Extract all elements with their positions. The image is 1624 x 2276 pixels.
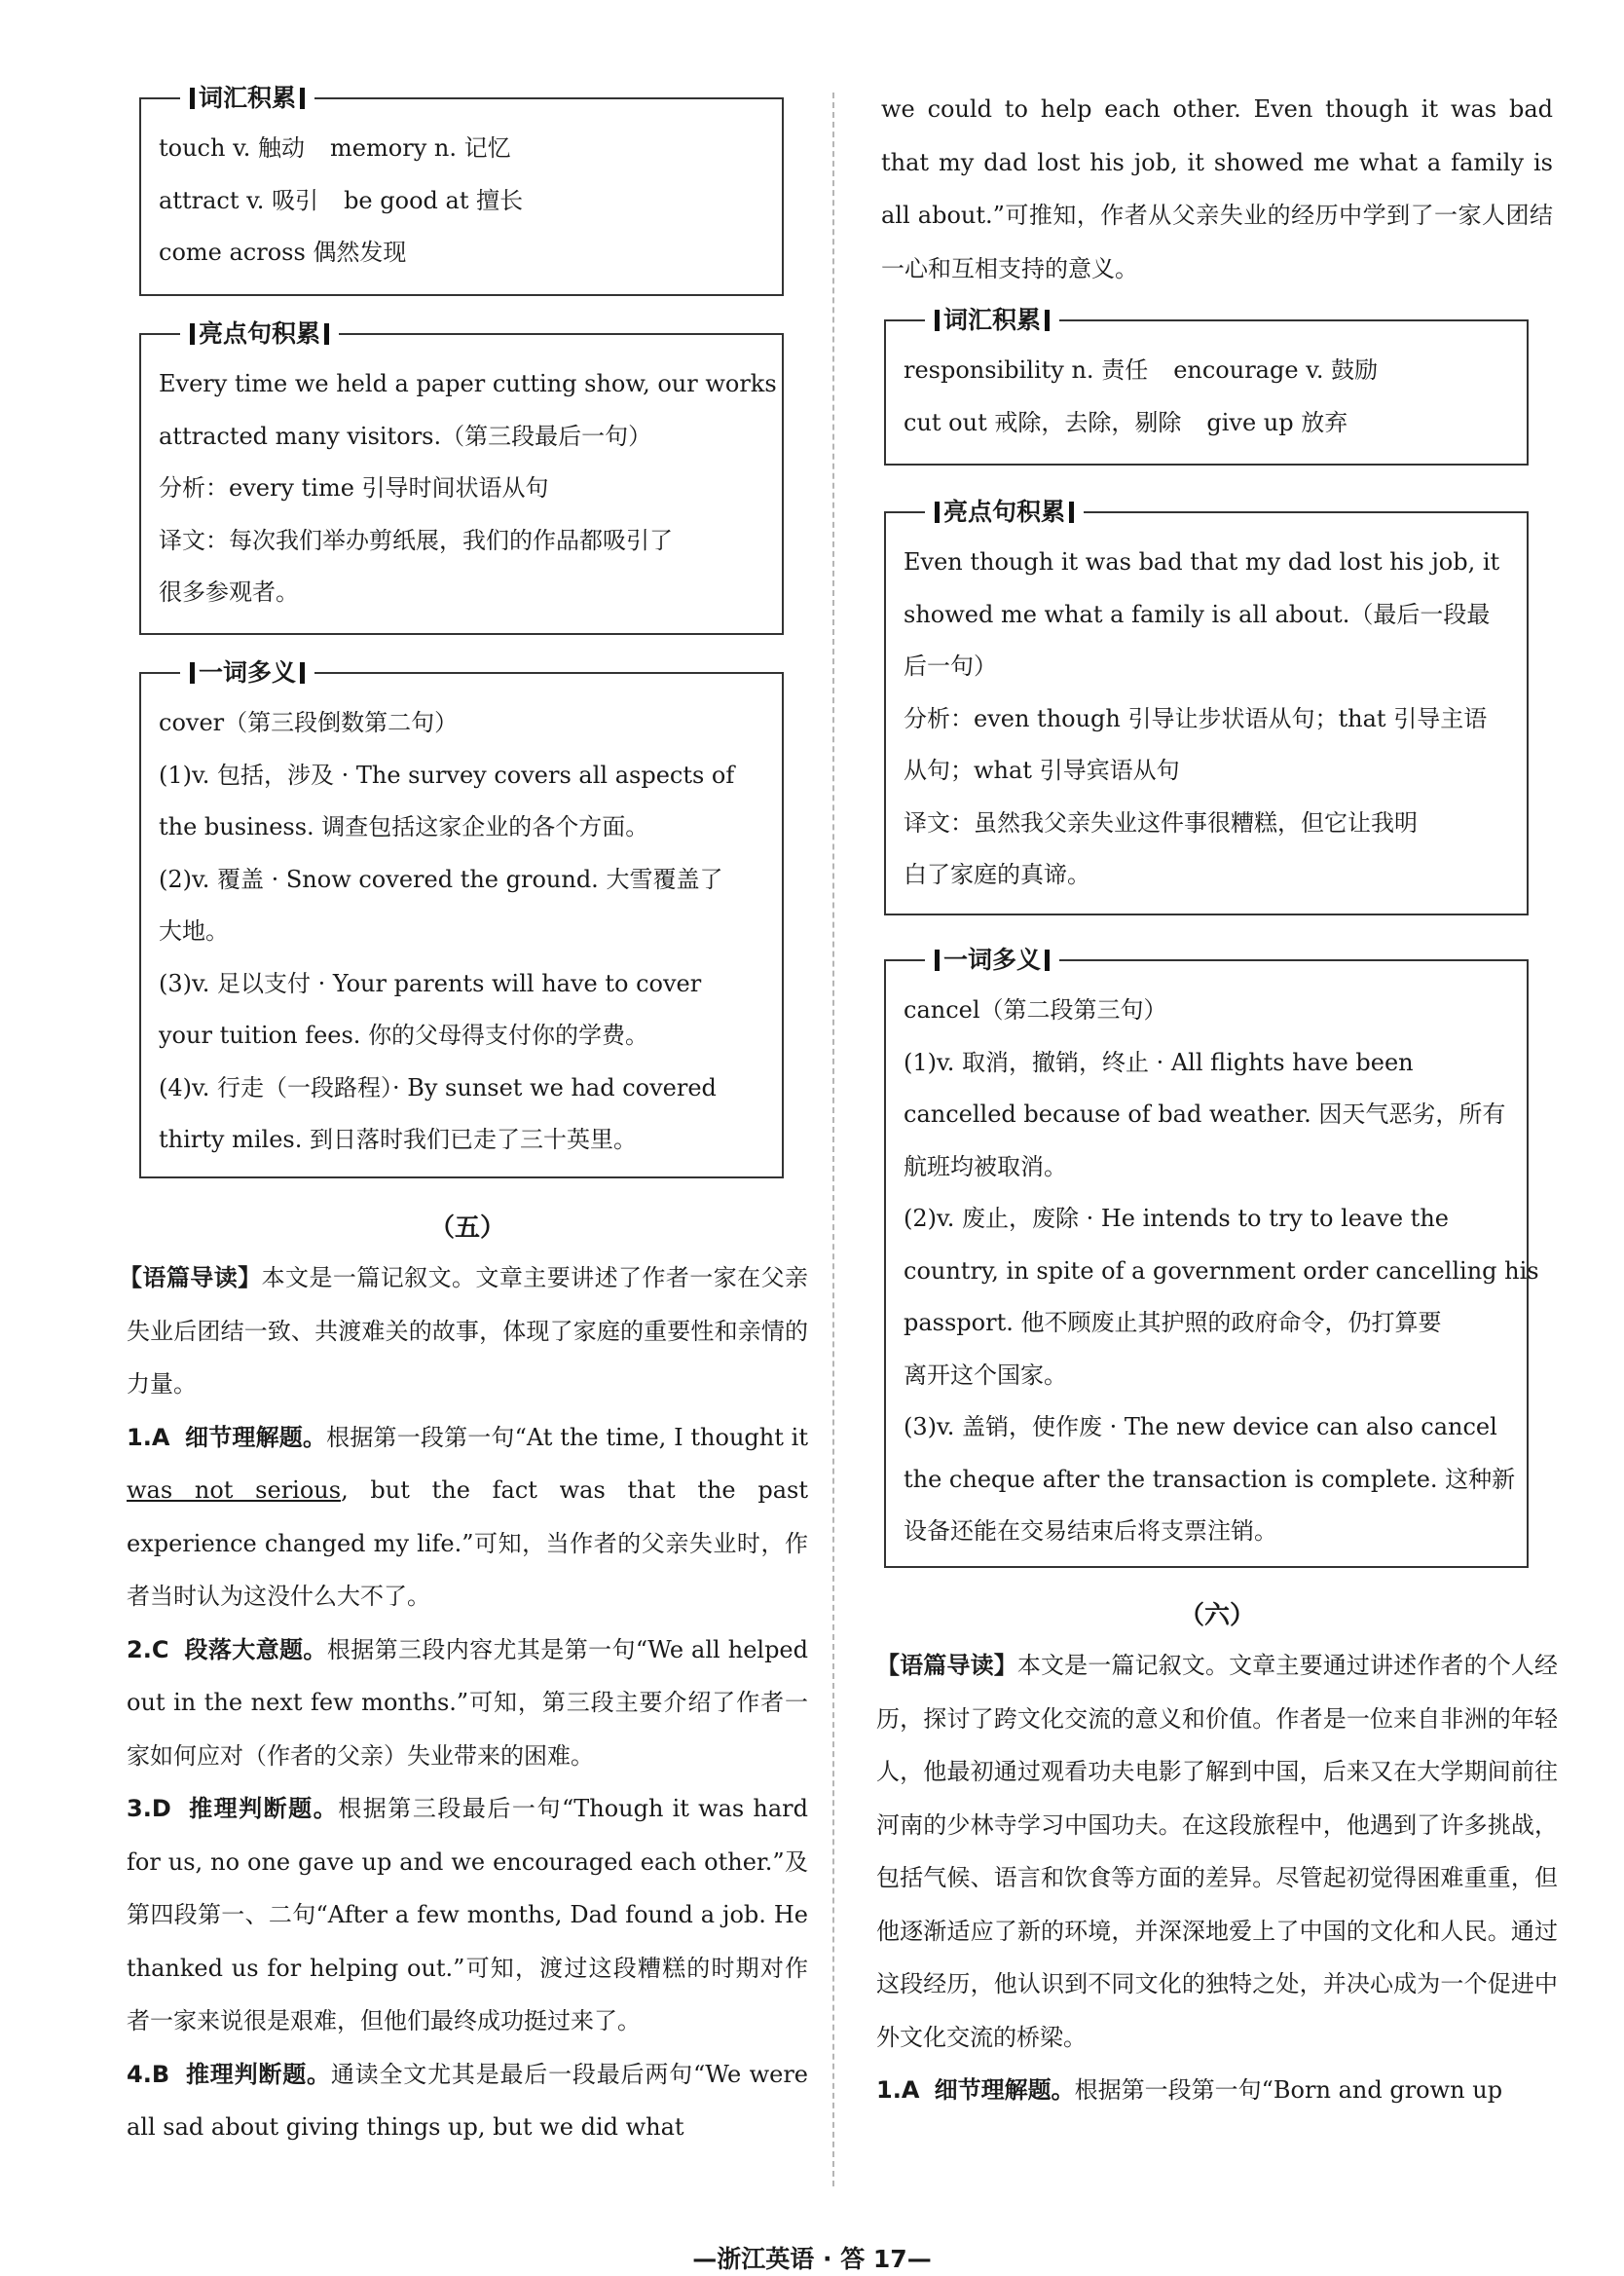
polysemy-line: your tuition fees. 你的父母得支付你的学费。: [159, 1022, 649, 1049]
polysemy-box-1: [139, 658, 784, 1178]
highlight-line: 译文：每次我们举办剪纸展，我们的作品都吸引了: [159, 526, 673, 554]
answer-number: 2.C: [127, 1635, 169, 1663]
polysemy-line: the cheque after the transaction is complete. 这种新: [904, 1465, 1516, 1493]
guide-text: 本文是一篇记叙文。文章主要通过讲述作者的个人经历，探讨了跨文化交流的意义和价值。作者是一位来自非洲的年轻人，他最初通过观看功夫电影了解到中国，后来又在大学期间前往河南的少林寺学习中国功夫。在这段旅程中，他遇到了许多挑战，包括气候、语言和饮食等方面的差异。尽管起初觉得困难重重，但他逐渐适应了新的环境，并深深地爱上了中国的文化和人民。通过这段经历，他认识到不同文化的独特之处，并决心成为一个促进中外文化交流的桥梁。: [876, 1652, 1559, 2051]
highlight-line: attracted many visitors.（第三段最后一句）: [159, 422, 652, 450]
polysemy-line: (1)v. 包括，涉及 · The survey covers all aspects of: [159, 761, 735, 789]
section-5-body: [119, 1251, 809, 2154]
polysemy-line: thirty miles. 到日落时我们已走了三十英里。: [159, 1126, 637, 1153]
answer-text: 根据第一段第一句“Born and grown up: [1074, 2076, 1503, 2104]
vocab-box-1: [139, 84, 784, 296]
page-footer: —浙江英语 · 答 17—: [692, 2245, 932, 2273]
section-6-body: [876, 1639, 1558, 2117]
answer-number: 1.A: [127, 1423, 170, 1451]
polysemy-box-2: [884, 946, 1539, 1568]
polysemy-line: (1)v. 取消，撤销，终止 · All flights have been: [904, 1048, 1414, 1076]
vocab-entry: encourage v. 鼓励: [1173, 356, 1379, 384]
answer-number: 1.A: [876, 2076, 920, 2104]
polysemy-line: passport. 他不顾废止其护照的政府命令，仍打算要: [904, 1309, 1442, 1336]
highlight-line: 分析：every time 引导时间状语从句: [159, 474, 549, 502]
polysemy-line: (2)v. 覆盖 · Snow covered the ground. 大雪覆盖了: [159, 865, 723, 893]
polysemy-line: (3)v. 盖销，使作废 · The new device can also cancel: [904, 1413, 1497, 1440]
polysemy-box-2-title: 一词多义: [925, 945, 1059, 976]
answer-text: 通读全文尤其是最后一段最后两句“We were all sad about giving things up, but we did what: [127, 2060, 809, 2141]
polysemy-line: (4)v. 行走（一段路程）· By sunset we had covered: [159, 1073, 717, 1101]
answer-text: 根据第三段内容尤其是第一句“We all helped out in the next few months.”可知，第三段主要介绍了作者一家如何应对（作者的父亲）失业带来的困难。: [127, 1635, 808, 1770]
vocab-line: [159, 123, 764, 175]
guide-paragraph: [119, 1251, 809, 1411]
polysemy-line: 设备还能在交易结束后将支票注销。: [904, 1517, 1277, 1545]
guide-text: 本文是一篇记叙文。文章主要讲述了作者一家在父亲失业后团结一致、共渡难关的故事，体现了家庭的重要性和亲情的力量。: [127, 1264, 809, 1398]
answer-item: [127, 2048, 808, 2154]
highlight-box-1-title: 亮点句积累: [180, 318, 339, 350]
guide-paragraph: [876, 1639, 1558, 2064]
highlight-box-2: [884, 498, 1529, 915]
polysemy-line: country, in spite of a government order cancelling his: [904, 1256, 1539, 1285]
question-type: 段落大意题。: [184, 1635, 327, 1663]
polysemy-line: 大地。: [159, 917, 229, 945]
answer-item: [127, 1782, 808, 2048]
vocab-box-1-title: 词汇积累: [180, 83, 314, 114]
vocab-line: [904, 397, 1509, 450]
answer-number: 3.D: [127, 1795, 171, 1822]
highlight-line: 很多参观者。: [159, 578, 299, 606]
highlight-box-1: [139, 319, 784, 635]
vocab-entry: cut out 戒除，去除，剔除: [904, 408, 1182, 436]
question-type: 细节理解题。: [934, 2076, 1075, 2104]
answer-number: 4.B: [127, 2060, 170, 2088]
continued-answer: [881, 83, 1553, 295]
vocab-box-2-title: 词汇积累: [925, 305, 1059, 336]
vocab-entry: memory n. 记忆: [330, 134, 511, 162]
answer-text: , but the fact was that the past experience changed my life.”可知，当作者的父亲失业时，作者当时认为这没什么大不了。: [127, 1476, 808, 1610]
vocab-box-2: [884, 306, 1529, 466]
guide-label: 【语篇导读】: [119, 1264, 262, 1291]
highlight-line: 后一句）: [904, 653, 997, 680]
vocab-entry: attract v. 吸引: [159, 186, 319, 214]
answer-item: [127, 1623, 808, 1783]
answer-item: [876, 2064, 1558, 2117]
underlined-phrase: was not serious: [127, 1476, 342, 1504]
question-type: 细节理解题。: [185, 1423, 327, 1451]
question-type: 推理判断题。: [185, 2060, 331, 2088]
section-5-title: （五）: [428, 1213, 505, 1243]
polysemy-box-1-title: 一词多义: [180, 657, 314, 689]
polysemy-line: (3)v. 足以支付 · Your parents will have to cover: [159, 969, 702, 997]
question-type: 推理判断题。: [189, 1795, 339, 1822]
highlight-line: 分析：even though 引导让步状语从句；that 引导主语: [904, 704, 1488, 732]
polysemy-line: (2)v. 废止，废除 · He intends to try to leave the: [904, 1205, 1449, 1232]
column-divider: [832, 93, 834, 2186]
highlight-line: showed me what a family is all about.（最后一段最: [904, 600, 1491, 628]
highlight-box-2-title: 亮点句积累: [925, 497, 1084, 528]
polysemy-line: 航班均被取消。: [904, 1152, 1067, 1180]
vocab-entry: touch v. 触动: [159, 134, 306, 162]
highlight-line: Even though it was bad that my dad lost his job, it: [904, 548, 1500, 576]
highlight-line: 从句；what 引导宾语从句: [904, 757, 1180, 784]
vocab-entry: come across 偶然发现: [159, 239, 407, 266]
vocab-entry: be good at 擅长: [344, 186, 524, 214]
guide-label: 【语篇导读】: [876, 1652, 1017, 1679]
highlight-line: Every time we held a paper cutting show, our works: [159, 370, 777, 397]
vocab-line: [159, 227, 764, 280]
polysemy-line: cover（第三段倒数第二句）: [159, 709, 459, 736]
answer-item: [127, 1411, 808, 1623]
section-6-title: （六）: [1178, 1601, 1255, 1630]
continued-text: we could to help each other. Even though it was bad that my dad lost his job, it showed me what a family is all about.”可推知，作者从父亲失业的经历中学到了一家人团结一心和互相支持的意义。: [881, 95, 1553, 282]
polysemy-line: the business. 调查包括这家企业的各个方面。: [159, 813, 649, 840]
highlight-line: 译文：虽然我父亲失业这件事很糟糕，但它让我明: [904, 808, 1418, 837]
vocab-entry: give up 放弃: [1206, 408, 1348, 436]
vocab-line: [904, 345, 1509, 397]
vocab-line: [159, 175, 764, 228]
polysemy-line: cancelled because of bad weather. 因天气恶劣，所有: [904, 1101, 1506, 1128]
answer-text: 根据第三段最后一句“Though it was hard for us, no one gave up and we encouraged each other.”及第四段第一、二句“After a few months, Dad found a job. He thanked us for helping out.”可知，渡过这段糟糕的时期对作者一家来说很是艰难，但他们最终成功挺过来了。: [127, 1795, 808, 2034]
highlight-line: 白了家庭的真谛。: [904, 861, 1090, 888]
polysemy-line: 离开这个国家。: [904, 1361, 1067, 1389]
vocab-entry: responsibility n. 责任: [904, 356, 1149, 384]
answer-text: 根据第一段第一句“At the time, I thought it: [326, 1423, 808, 1451]
polysemy-line: cancel（第二段第三句）: [904, 996, 1167, 1024]
